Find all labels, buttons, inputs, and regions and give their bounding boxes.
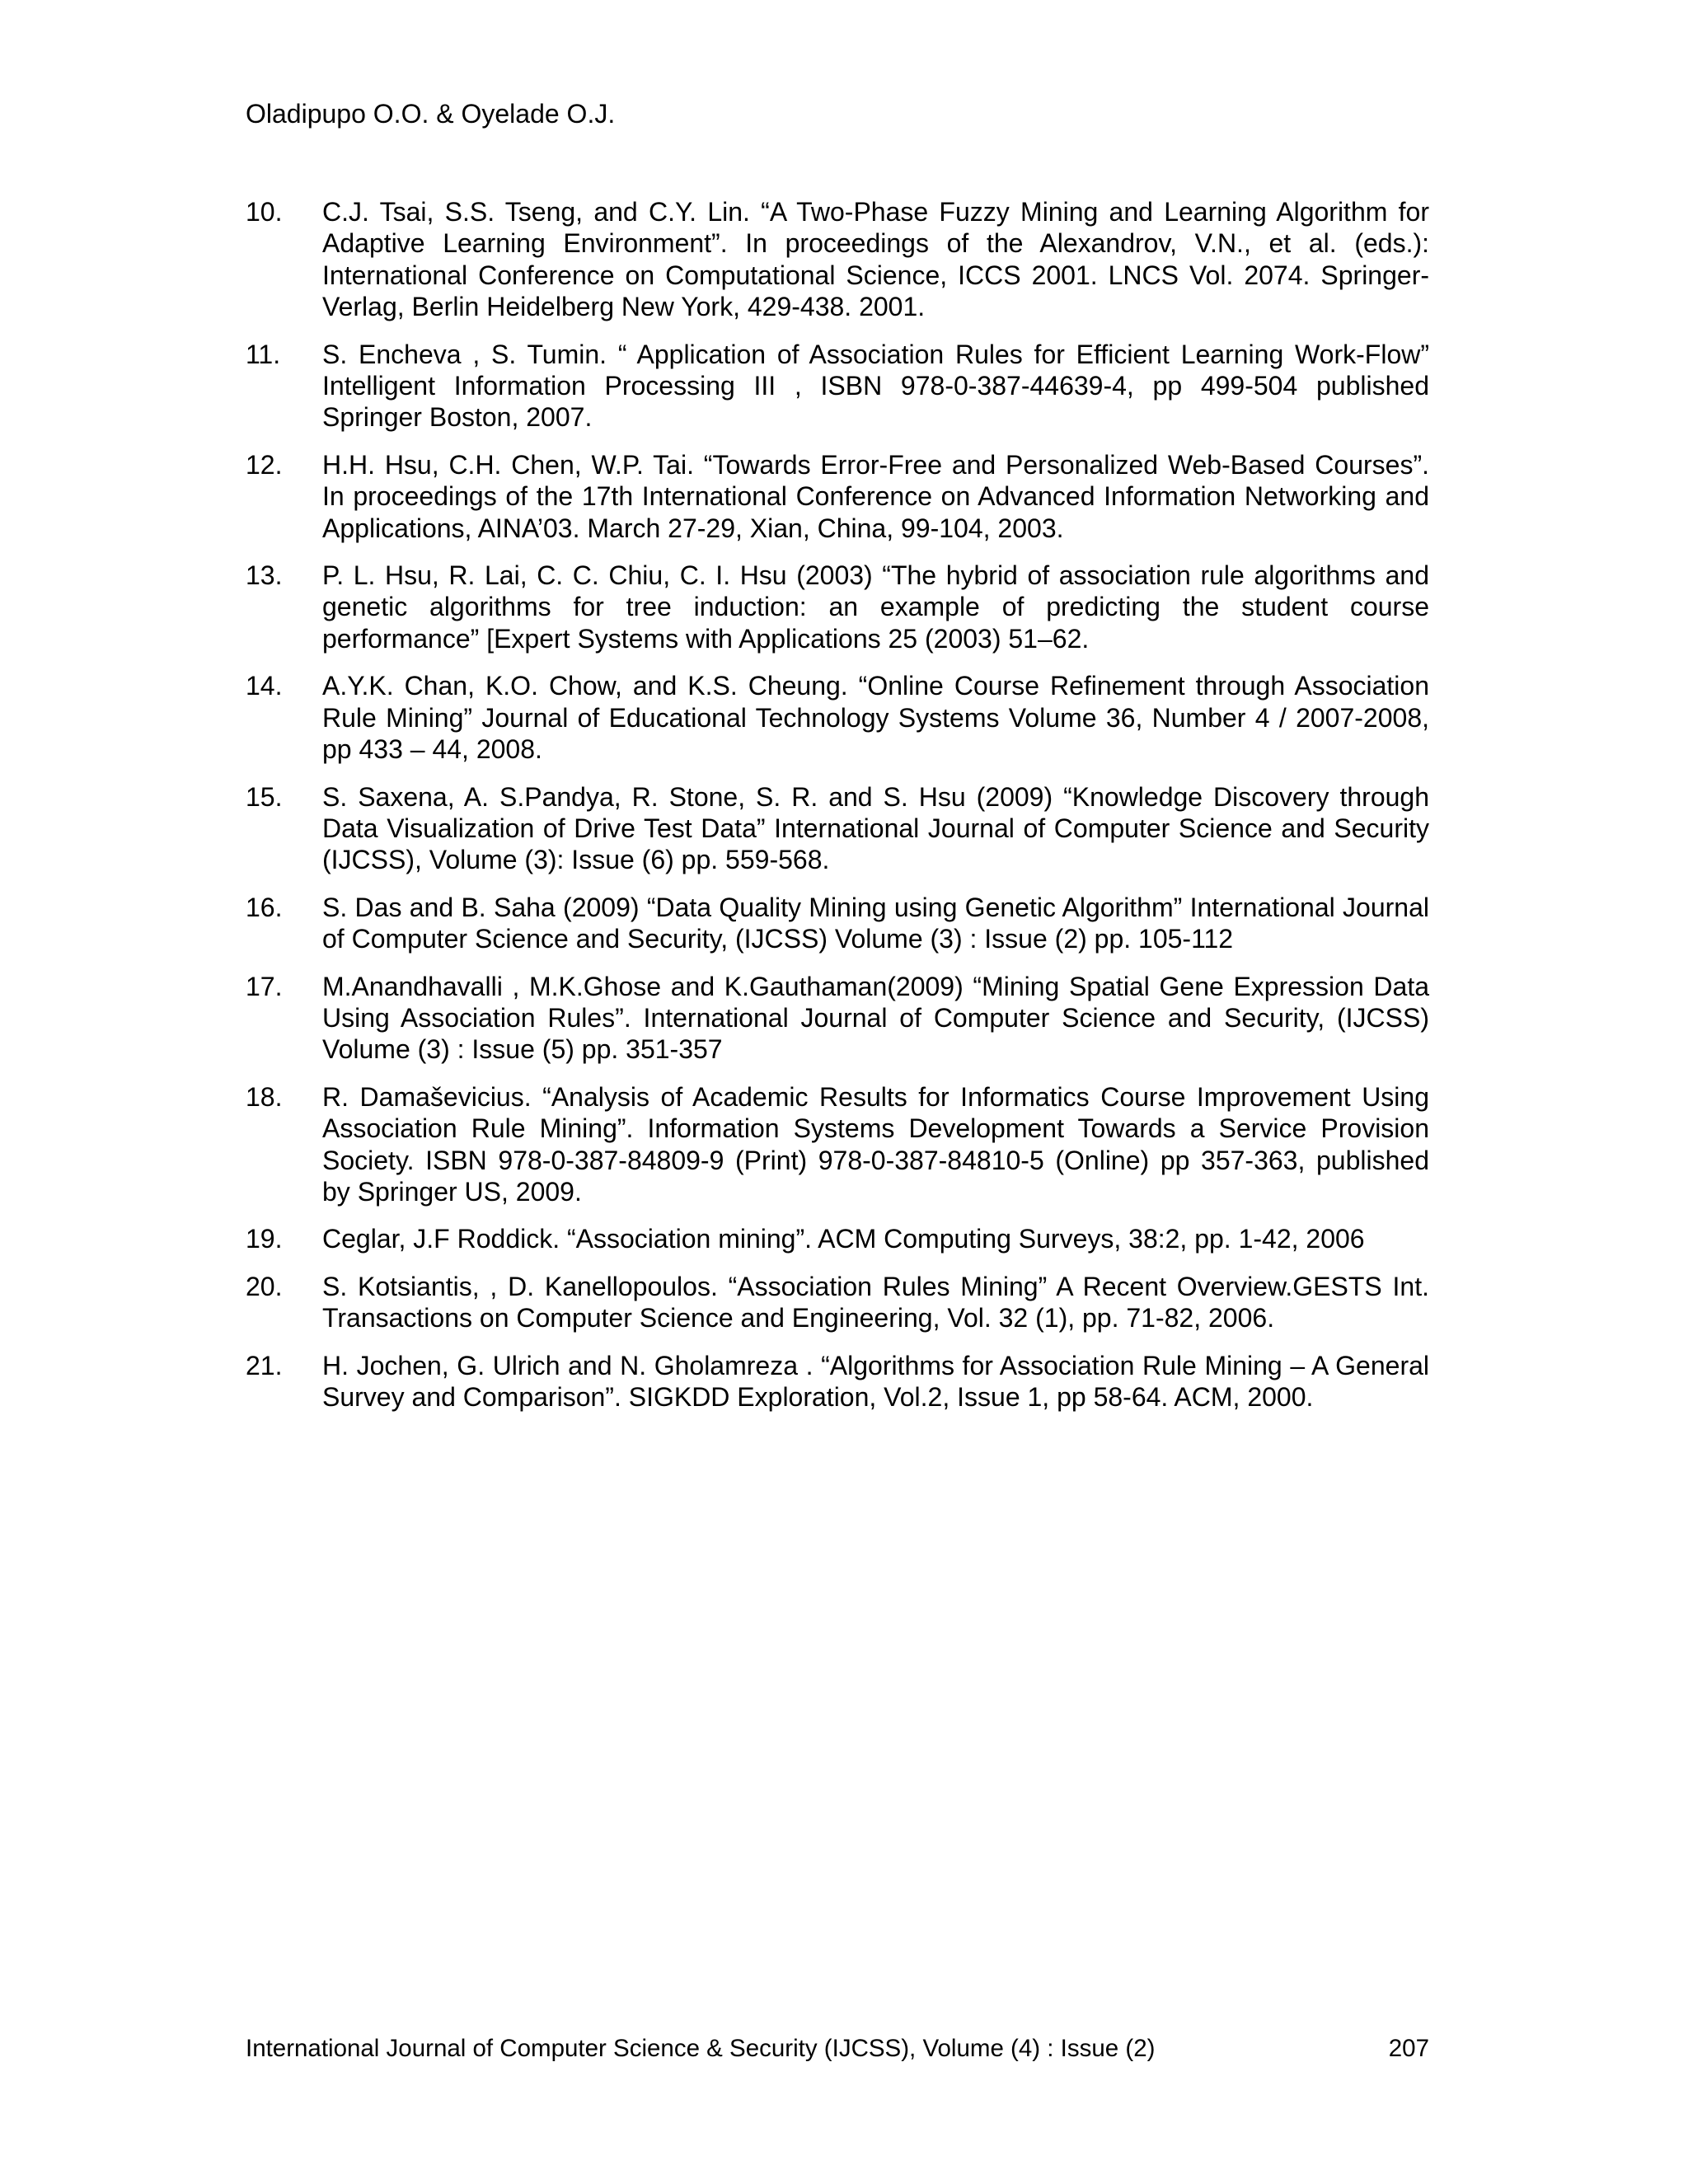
reference-number: 18. xyxy=(246,1081,283,1112)
reference-text: S. Kotsiantis, , D. Kanellopoulos. “Association Rules Mining” A Recent Overview.GESTS Int. Transactions on Computer Science and Engineering, Vol. 32 (1), pp. 71-82, 2006. xyxy=(322,1271,1429,1333)
reference-item xyxy=(246,196,1429,323)
reference-text: Ceglar, J.F Roddick. “Association mining”. ACM Computing Surveys, 38:2, pp. 1-42, 2006 xyxy=(322,1224,1365,1254)
reference-item xyxy=(246,339,1429,434)
reference-text: M.Anandhavalli , M.K.Ghose and K.Gauthaman(2009) “Mining Spatial Gene Expression Data Using Association Rules”. International Journal of Computer Science and Security, (IJCSS) Volume (3) : Issue (5) pp. 351-357 xyxy=(322,971,1429,1065)
reference-text: R. Damaševicius. “Analysis of Academic Results for Informatics Course Improvement Using Association Rule Mining”. Information Systems Development Towards a Service Provision Society. ISBN 978-0-387-84809-9 (Print) 978-0-387-84810-5 (Online) pp 357-363, published by Springer US, 2009. xyxy=(322,1081,1429,1207)
reference-text: H.H. Hsu, C.H. Chen, W.P. Tai. “Towards Error-Free and Personalized Web-Based Courses”. In proceedings of the 17th International Conference on Advanced Information Networking and Applications, AINA’03. March 27-29, Xian, China, 99-104, 2003. xyxy=(322,449,1429,543)
reference-number: 16. xyxy=(246,892,283,922)
reference-text: C.J. Tsai, S.S. Tseng, and C.Y. Lin. “A Two-Phase Fuzzy Mining and Learning Algorithm for Adaptive Learning Environment”. In proceedings of the Alexandrov, V.N., et al. (eds.): International Conference on Computational Science, ICCS 2001. LNCS Vol. 2074. Springer-Verlag, Berlin Heidelberg New York, 429-438. 2001. xyxy=(322,197,1429,322)
reference-number: 14. xyxy=(246,671,283,701)
reference-text: S. Encheva , S. Tumin. “ Application of Association Rules for Efficient Learning Work-Flow” Intelligent Information Processing III , ISBN 978-0-387-44639-4, pp 499-504 published Springer Boston, 2007. xyxy=(322,339,1429,433)
reference-item xyxy=(246,781,1429,876)
reference-number: 13. xyxy=(246,560,283,591)
reference-number: 11. xyxy=(246,339,281,369)
reference-item xyxy=(246,1350,1429,1413)
reference-item xyxy=(246,1271,1429,1334)
reference-item xyxy=(246,449,1429,544)
page-number: 207 xyxy=(1388,2035,1429,2062)
reference-text: H. Jochen, G. Ulrich and N. Gholamreza . “Algorithms for Association Rule Mining – A General Survey and Comparison”. SIGKDD Exploration, Vol.2, Issue 1, pp 58-64. ACM, 2000. xyxy=(322,1350,1429,1412)
reference-text: A.Y.K. Chan, K.O. Chow, and K.S. Cheung. “Online Course Refinement through Association Rule Mining” Journal of Educational Technology Systems Volume 36, Number 4 / 2007-2008, pp 433 – 44, 2008. xyxy=(322,671,1429,765)
reference-number: 12. xyxy=(246,449,283,480)
footer-journal-title: International Journal of Computer Science & Security (IJCSS), Volume (4) : Issue (2) xyxy=(246,2035,1156,2062)
reference-number: 10. xyxy=(246,197,283,227)
reference-item xyxy=(246,971,1429,1066)
reference-text: S. Saxena, A. S.Pandya, R. Stone, S. R. and S. Hsu (2009) “Knowledge Discovery through Data Visualization of Drive Test Data” International Journal of Computer Science and Security (IJCSS), Volume (3): Issue (6) pp. 559-568. xyxy=(322,781,1429,875)
reference-number: 21. xyxy=(246,1350,283,1380)
reference-number: 20. xyxy=(246,1271,283,1301)
reference-number: 15. xyxy=(246,781,283,812)
reference-text: P. L. Hsu, R. Lai, C. C. Chiu, C. I. Hsu (2003) “The hybrid of association rule algorithms and genetic algorithms for tree induction: an example of predicting the student course performance” [Expert Systems with Applications 25 (2003) 51–62. xyxy=(322,560,1429,654)
reference-number: 19. xyxy=(246,1224,283,1254)
reference-number: 17. xyxy=(246,971,283,1001)
reference-item xyxy=(246,1223,1429,1254)
reference-item xyxy=(246,892,1429,955)
reference-item xyxy=(246,670,1429,765)
running-header: Oladipupo O.O. & Oyelade O.J. xyxy=(246,99,616,129)
running-footer xyxy=(246,2034,1429,2064)
reference-list xyxy=(246,196,1429,1428)
reference-item xyxy=(246,560,1429,654)
reference-item xyxy=(246,1081,1429,1208)
reference-text: S. Das and B. Saha (2009) “Data Quality Mining using Genetic Algorithm” International Journal of Computer Science and Security, (IJCSS) Volume (3) : Issue (2) pp. 105-112 xyxy=(322,892,1429,954)
